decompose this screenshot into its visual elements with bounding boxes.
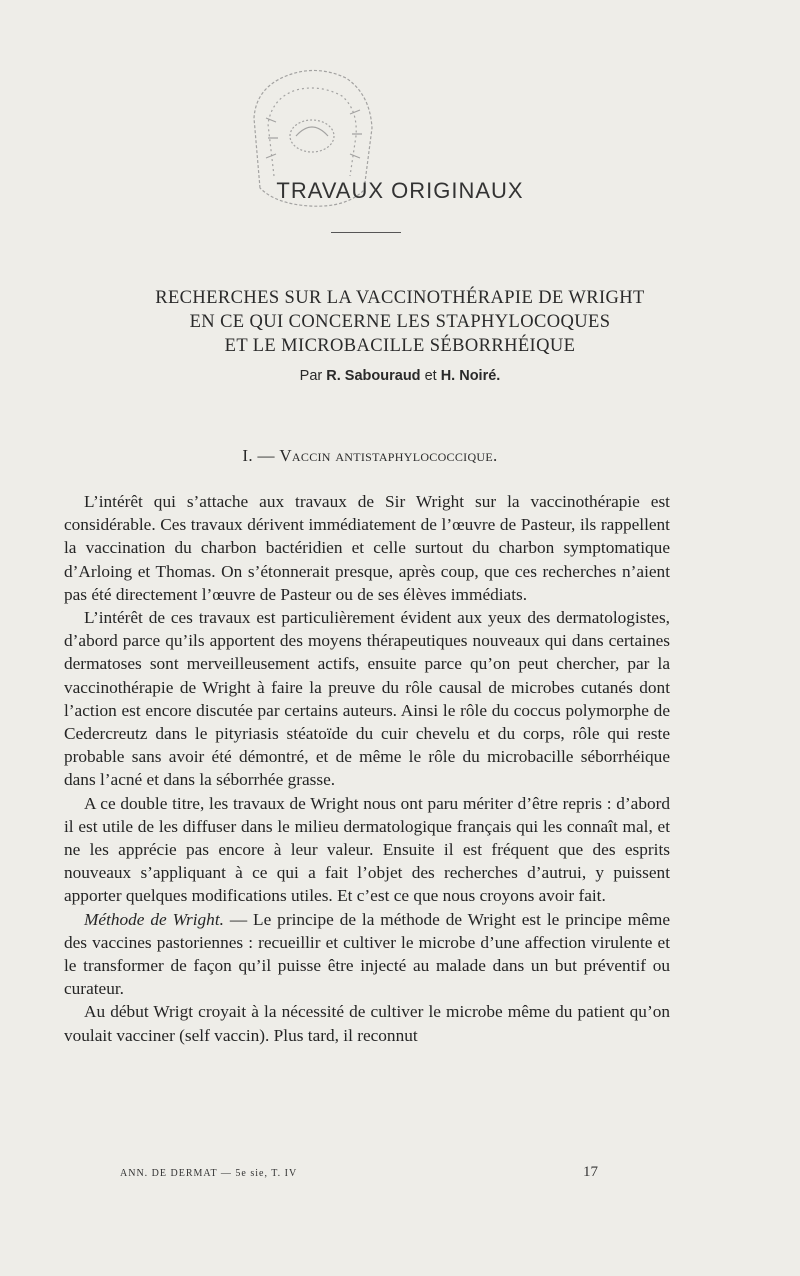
- article-title: [0, 286, 800, 358]
- byline-et: et: [424, 368, 437, 384]
- byline-par: Par: [299, 368, 323, 384]
- page-number: 17: [583, 1164, 598, 1180]
- subsection-heading: [0, 446, 740, 466]
- paragraph: L’intérêt qui s’attache aux travaux de Sir Wright sur la vaccinothérapie est considérable. Ces travaux dérivent immédiatement de l’œuvre de Pasteur, ils rappellent la vaccination du charbon bactéridien et celle surtout du charbon symptomatique d’Arloing et Thomas. On s’étonnerait presque, après coup, que ces recherches n’aient pas été directement l’œuvre de Pasteur ou de ses élèves immédiats.: [64, 492, 670, 604]
- divider: [331, 232, 401, 233]
- paragraph-lead: Méthode de Wright.: [84, 909, 224, 929]
- article-title-line: EN CE QUI CONCERNE LES STAPHYLOCOQUES: [189, 312, 611, 332]
- paragraph: L’intérêt de ces travaux est particulièrement évident aux yeux des dermatologistes, d’abord parce qu’ils apportent des moyens thérapeutiques nouveaux qui dans certaines dermatoses sont merveilleusement actifs, ensuite parce qu’on peut chercher, par la vaccinothérapie de Wright à faire la preuve du rôle causal de microbes cutanés dont l’action est encore discutée par certains auteurs. Ainsi le rôle du coccus polymorphe de Cedercreutz dans le pityriasis stéatoïde du cuir chevelu et du corps, rôle qui reste probable sans avoir été démontré, et de même le rôle du microbacille séborrhéique dans l’acné et dans la séborrhée grasse.: [64, 608, 670, 790]
- paragraph: [64, 908, 670, 1001]
- section-title: TRAVAUX ORIGINAUX: [276, 178, 524, 203]
- body-text: [64, 490, 670, 1047]
- paragraph: Au début Wrigt croyait à la nécessité de cultiver le microbe même du patient qu’on voulait vacciner (self vaccin). Plus tard, il reconnut: [64, 1002, 670, 1045]
- paragraph: A ce double titre, les travaux de Wright nous ont paru mériter d’être repris : d’abord il est utile de les diffuser dans le milieu dermatologique français qui les connaît mal, et ne les apprécie pas encore à leur valeur. Ensuite il est fréquent que des esprits nouveaux s’appliquant à ce qui a fait l’objet des recherches d’autrui, y puissent apporter quelques modifications utiles. Et c’est ce que nous croyons avoir fait.: [64, 793, 670, 906]
- byline: [0, 368, 800, 384]
- paragraph-text: — Le principe de la méthode de Wright est le principe même des vaccines pastoriennes : recueillir et cultiver le microbe d’une affection virulente et le transformer de façon qu’il puisse être injecté au malade dans un but préventif ou curateur.: [64, 909, 670, 999]
- author-name: R. Sabouraud: [326, 368, 421, 384]
- subsection-number: I. —: [242, 446, 275, 465]
- author-name: H. Noiré.: [440, 368, 501, 384]
- subsection-title: Vaccin antistaphylococcique.: [279, 446, 498, 465]
- article-title-line: ET LE MICROBACILLE SÉBORRHÉIQUE: [224, 336, 576, 356]
- article-title-line: RECHERCHES SUR LA VACCINOTHÉRAPIE DE WRIGHT: [155, 288, 645, 308]
- running-footer: ANN. DE DERMAT — 5e sie, T. IV: [120, 1168, 298, 1179]
